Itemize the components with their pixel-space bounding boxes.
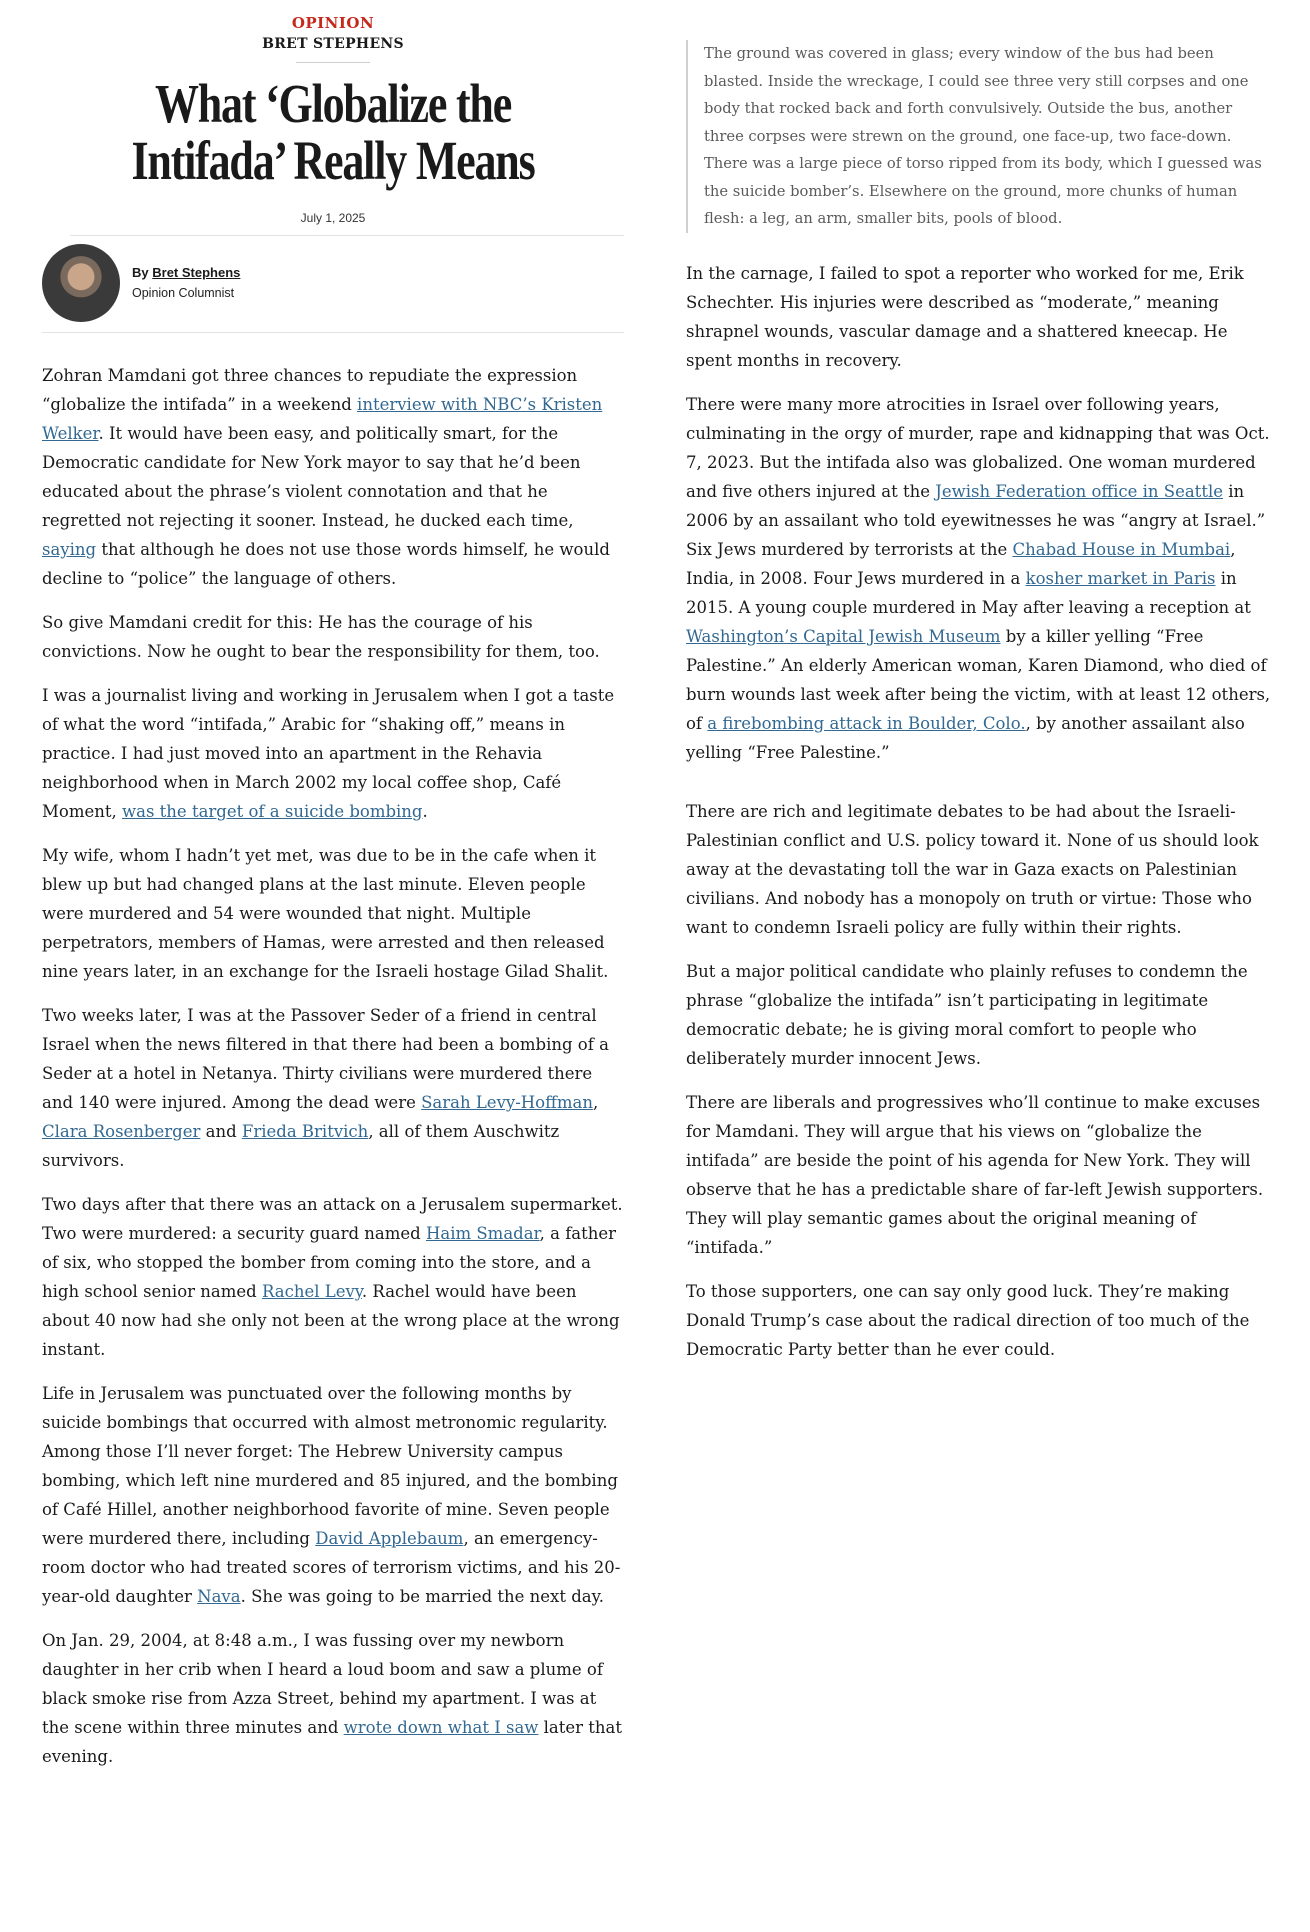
kicker-divider [296,62,370,63]
paragraph-text: , a father of six, who stopped the bomber from coming into the store, and a high school senior named [42,1224,617,1301]
section-label[interactable]: OPINION [291,14,375,32]
article-paragraph [686,1088,1272,1262]
article-paragraph [42,1190,624,1364]
author-role: Opinion Columnist [132,286,235,300]
paragraph-text: Two days after that there was an attack on a Jerusalem supermarket. Two were murdered: a security guard named [42,1195,623,1243]
paragraph-text: , an emergency-room doctor who had treated scores of terrorism victims, and his 20-year-old daughter [42,1529,621,1606]
article-paragraph [686,797,1272,942]
byline [42,244,624,322]
article-body-right [686,259,1272,1364]
inline-link[interactable]: Haim Smadar [425,1224,540,1243]
inline-link[interactable]: a firebombing attack in Boulder, Colo. [707,713,1026,733]
inline-link[interactable]: Sarah Levy-Hoffman [421,1093,593,1112]
paragraph-text: in 2006 by an assailant who told eyewitnesses he was “angry at Israel.” Six Jews murdered by terrorists at the [686,481,1266,559]
paragraph-text: In the carnage, I failed to spot a reporter who worked for me, Erik Schechter. His injuries were described as “moderate,” meaning shrapnel wounds, vascular damage and a shattered kneecap. He spent months in recovery. [686,263,1244,370]
left-column [42,14,624,1786]
paragraph-text: later that evening. [42,1718,623,1766]
paragraph-text: On Jan. 29, 2004, at 8:48 a.m., I was fussing over my newborn daughter in her crib when I heard a loud boom and saw a plume of black smoke rise from Azza Street, behind my apartment. I was at the scene within three minutes and [42,1631,603,1737]
paragraph-text: that although he does not use those words himself, he would decline to “police” the language of others. [42,540,610,588]
author-kicker[interactable]: BRET STEPHENS [262,36,404,52]
inline-link[interactable]: Washington’s Capital Jewish Museum [686,626,1001,646]
paragraph-text: To those supporters, one can say only good luck. They’re making Donald Trump’s case about the radical direction of too much of the Democratic Party better than he ever could. [686,1281,1250,1359]
inline-link[interactable]: Chabad House in Mumbai [1012,539,1231,559]
paragraph-text: . She was going to be married the next day. [240,1587,605,1606]
paragraph-text: , by another assailant also yelling “Free Palestine.” [686,713,1245,762]
paragraph-text: There are liberals and progressives who’ll continue to make excuses for Mamdani. They will argue that his views on “globalize the intifada” are beside the point of his agenda for New York. They will observe that he has a predictable share of far-left Jewish supporters. They will play semantic games about the original meaning of “intifada.” [686,1092,1264,1257]
headline: What ‘Globalize the Intifada’ Really Means [131,73,535,191]
article-body-left [42,361,624,1771]
article-paragraph [42,361,624,593]
paragraph-text: by a killer yelling “Free Palestine.” An elderly American woman, Karen Diamond, who died of burn wounds last week after being the victim, with at least 12 others, of [686,626,1271,733]
article-paragraph [42,1626,624,1771]
right-column [686,40,1272,1379]
paragraph-text: and [200,1122,242,1141]
paragraph-text: , all of them Auschwitz survivors. [42,1122,560,1170]
paragraph-text: . Rachel would have been about 40 now had she only not been at the wrong place at the wrong instant. [42,1282,620,1359]
author-link[interactable]: Bret Stephens [152,265,241,280]
inline-link[interactable]: Rachel Levy [261,1282,362,1301]
article-paragraph [42,841,624,986]
byline-by: By [132,265,149,280]
paragraph-text: I was a journalist living and working in Jerusalem when I got a taste of what the word “intifada,” Arabic for “shaking off,” means in practice. I had just moved into an apartment in the Rehavia neighborhood when in March 2002 my local coffee shop, Café Moment, [42,686,615,821]
paragraph-text: , India, in 2008. Four Jews murdered in a [686,539,1236,588]
inline-link[interactable]: Frieda Britvich [241,1122,369,1141]
paragraph-text: My wife, whom I hadn’t yet met, was due to be in the cafe when it blew up but had changed plans at the last minute. Eleven people were murdered and 54 were wounded that night. Multiple perpetrators, members of Hamas, were arrested and then released nine years later, in an exchange for the Israeli hostage Gilad Shalit. [42,846,609,981]
article-paragraph [42,1001,624,1175]
paragraph-text: in 2015. A young couple murdered in May after leaving a reception at [686,568,1251,617]
paragraph-text: Life in Jerusalem was punctuated over the following months by suicide bombings that occurred with almost metronomic regularity. Among those I’ll never forget: The Hebrew University campus bombing, which left nine murdered and 85 injured, and the bombing of Café Hillel, another neighborhood favorite of mine. Seven people were murdered there, including [42,1384,618,1548]
header-divider [70,235,624,236]
inline-link[interactable]: saying [42,540,97,559]
inline-link[interactable]: wrote down what I saw [343,1718,539,1737]
eyewitness-quote: The ground was covered in glass; every window of the bus had been blasted. Inside the wreckage, I could see three very still corpses and one body that rocked back and forth convulsively. Outside the bus, another three corpses were strewn on the ground, one face-up, two face-down. There was a large piece of torso ripped from its body, which I guessed was the suicide bomber’s. Elsewhere on the ground, more chunks of human flesh: a leg, an arm, smaller bits, pools of blood. [686,40,1272,233]
inline-link[interactable]: was the target of a suicide bombing [122,802,423,821]
publish-date: July 1, 2025 [300,211,366,225]
article-paragraph [42,1379,624,1611]
paragraph-text: , [592,1093,599,1112]
inline-link[interactable]: Nava [197,1587,241,1606]
article-paragraph [686,259,1272,375]
inline-link[interactable]: kosher market in Paris [1025,568,1216,588]
paragraph-text: There were many more atrocities in Israel over following years, culminating in the orgy of murder, rape and kidnapping that was Oct. 7, 2023. But the intifada also was globalized. One woman murdered and five others injured at the [686,394,1270,501]
byline-text [132,263,240,303]
article-paragraph [686,957,1272,1073]
article-paragraph [686,1277,1272,1364]
paragraph-text: But a major political candidate who plainly refuses to condemn the phrase “globalize the intifada” isn’t participating in legitimate democratic debate; he is giving moral comfort to people who deliberately murder innocent Jews. [686,961,1248,1068]
inline-link[interactable]: Clara Rosenberger [42,1122,201,1141]
paragraph-text: So give Mamdani credit for this: He has the courage of his convictions. Now he ought to bear the responsibility for them, too. [42,613,600,661]
author-avatar[interactable] [42,244,120,322]
paragraph-text: Zohran Mamdani got three chances to repudiate the expression “globalize the intifada” in a weekend [42,366,578,414]
article-paragraph [42,681,624,826]
paragraph-text: There are rich and legitimate debates to be had about the Israeli-Palestinian conflict and U.S. policy toward it. None of us should look away at the devastating toll the war in Gaza exacts on Palestinian civilians. And nobody has a monopoly on truth or virtue: Those who want to condemn Israeli policy are fully within their rights. [686,801,1259,937]
paragraph-text: . It would have been easy, and politically smart, for the Democratic candidate for New York mayor to say that he’d been educated about the phrase’s violent connotation and that he regretted not rejecting it sooner. Instead, he ducked each time, [42,424,581,530]
article-paragraph [42,608,624,666]
inline-link[interactable]: interview with NBC’s Kristen Welker [42,395,603,443]
paragraph-text: . [422,802,428,821]
inline-link[interactable]: David Applebaum [315,1529,464,1548]
byline-divider [42,332,624,333]
paragraph-text: Two weeks later, I was at the Passover Seder of a friend in central Israel when the news filtered in that there had been a bombing of a Seder at a hotel in Netanya. Thirty civilians were murdered there and 140 were injured. Among the dead were [42,1006,609,1112]
article-paragraph [686,390,1272,767]
inline-link[interactable]: Jewish Federation office in Seattle [935,481,1223,501]
